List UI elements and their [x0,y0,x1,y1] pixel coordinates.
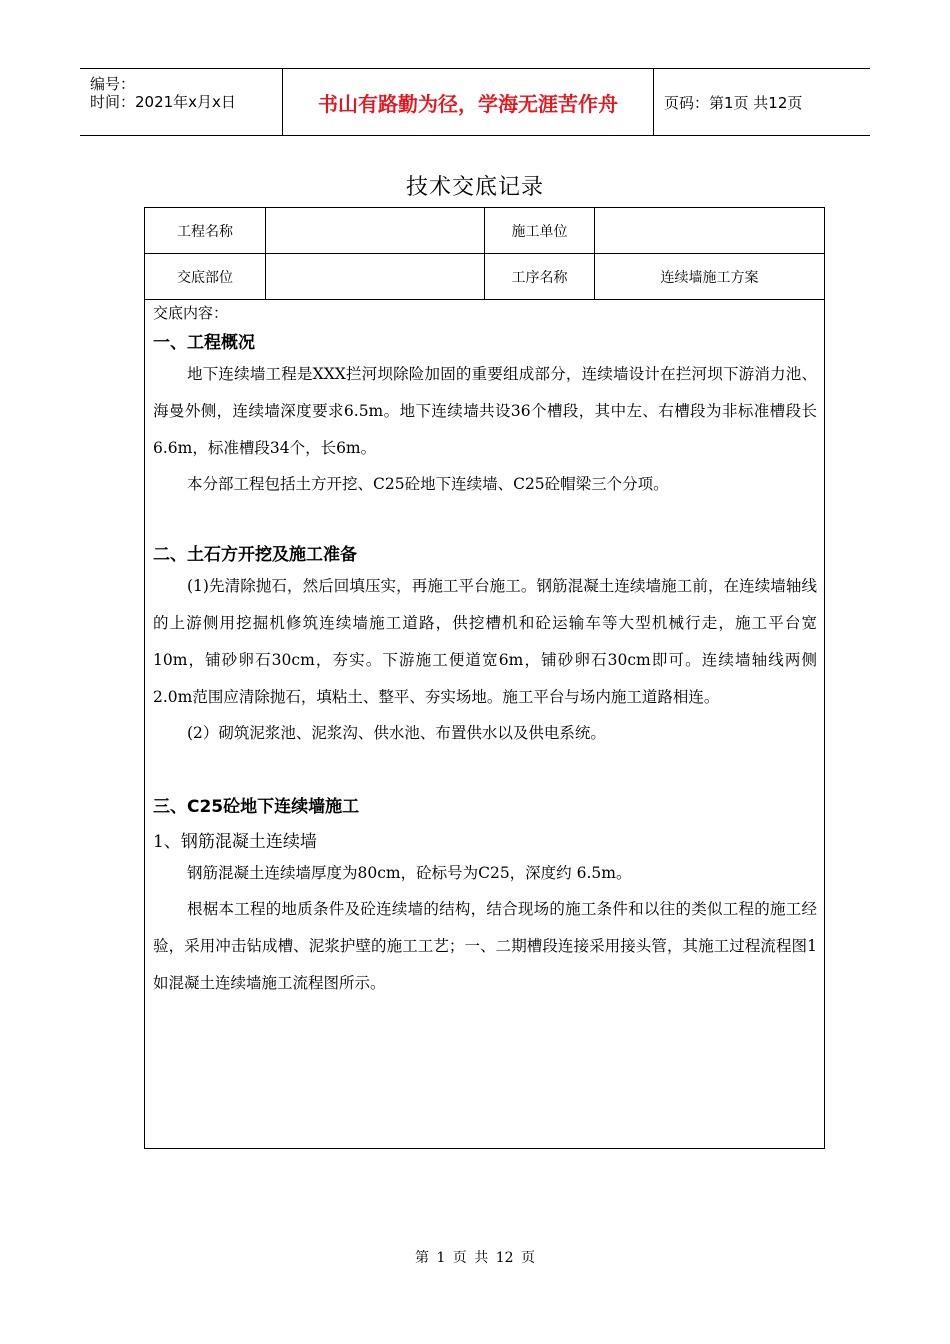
project-name-value [266,208,484,253]
section2-paragraph-2: (2）砌筑泥浆池、泥浆沟、供水池、布置供水以及供电系统。 [187,724,606,742]
project-name-label: 工程名称 [177,223,233,240]
section2-heading: 二、土石方开挖及施工准备 [153,545,357,565]
construction-unit-label: 施工单位 [511,223,568,240]
section1-paragraph-1: 地下连续墙工程是XXX拦河坝除险加固的重要组成部分，连续墙设计在拦河坝下游消力池、海曼外侧，连续墙深度要求6.5m。地下连续墙共设36个槽段，其中左、右槽段为非标准槽段长6.6m，标准槽段34个，长6m。 [153,365,817,457]
document-number-label: 编号： [90,75,136,93]
section3-paragraph-1: 钢筋混凝土连续墙厚度为80cm，砼标号为C25，深度约 6.5m。 [187,864,632,882]
process-name-value: 连续墙施工方案 [660,269,759,286]
handover-part-value [266,254,484,299]
process-name-label: 工序名称 [511,269,568,286]
header-meta [80,69,282,135]
section3-paragraph-2: 根椐本工程的地质条件及砼连续墙的结构，结合现场的施工条件和以往的类似工程的施工经验，采用冲击钻成槽、泥浆护壁的施工工艺；一、二期槽段连接采用接头管，其施工过程流程图1如混凝土连续墙施工流程图所示。 [153,900,817,992]
document-header [80,68,870,136]
handover-part-label: 交底部位 [177,269,233,286]
header-motto: 书山有路勤为径，学海无涯苦作舟 [282,69,654,135]
document-title: 技术交底记录 [405,175,544,200]
content-intro-label: 交底内容： [153,304,229,322]
section1-paragraph-2: 本分部工程包括土方开挖、C25砼地下连续墙、C25砼帽梁三个分项。 [187,475,669,493]
document-time-label: 时间：2021年x月x日 [90,93,236,111]
section3-heading: 三、C25砼地下连续墙施工 [153,797,360,817]
header-page-info: 页码：第1页 共12页 [664,93,803,112]
construction-unit-value [595,208,824,253]
section1-heading: 一、工程概况 [153,333,255,353]
form-row-divider [145,299,824,300]
section3-subheading: 1、钢筋混凝土连续墙 [153,832,317,852]
section2-paragraph-1: (1)先清除抛石，然后回填压实，再施工平台施工。钢筋混凝土连续墙施工前，在连续墙轴线的上游侧用挖掘机修筑连续墙施工道路，供挖槽机和砼运输车等大型机械行走，施工平台宽10m，铺砂卵石30cm，夯实。下游施工便道宽6m，铺砂卵石30cm即可。连续墙轴线两侧2.0m范围应清除抛石，填粘土、整平、夯实场地。施工平台与场内施工道路相连。 [153,577,817,706]
page-footer: 第 1 页 共 12 页 [415,1250,535,1266]
